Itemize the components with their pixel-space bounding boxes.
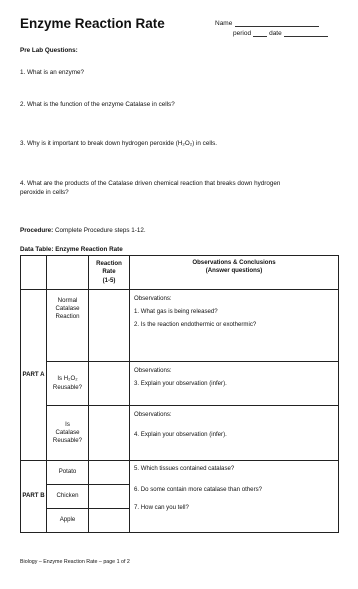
condition-line: Is H₂O₂ — [57, 375, 78, 383]
prelab-question-2: 2. What is the function of the enzyme Catalase in cells? — [20, 101, 175, 108]
page-footer: Biology – Enzyme Reaction Rate – page 1 of 2 — [20, 559, 130, 565]
header-observations — [130, 256, 339, 290]
data-table — [20, 255, 339, 533]
question-text: 1. What gas is being released? — [134, 308, 218, 315]
question-text: 5. Which tissues contained catalase? — [134, 465, 235, 472]
prelab-question-4 — [20, 179, 280, 197]
header-rate-line: (1-5) — [102, 276, 116, 284]
sample-cell: Apple — [47, 509, 89, 533]
rate-input-cell[interactable] — [89, 290, 130, 362]
question-text: 2. Is the reaction endothermic or exothermic? — [134, 321, 257, 328]
observation-cell[interactable] — [130, 406, 339, 461]
prelab-question-4-line-1: 4. What are the products of the Catalase driven chemical reaction that breaks down hydrogen — [20, 180, 281, 187]
date-label: date — [269, 30, 282, 37]
question-text: 6. Do some contain more catalase than others? — [134, 486, 263, 493]
prelab-question-3: 3. Why is it important to break down hydrogen peroxide (H₂O₂) in cells. — [20, 140, 218, 147]
part-b-questions-cell[interactable] — [130, 461, 339, 533]
question-text: 3. Explain your observation (infer). — [134, 380, 227, 387]
procedure-label: Procedure: — [20, 227, 54, 234]
part-a-label: PART A — [21, 290, 47, 461]
sample-cell: Potato — [47, 461, 89, 485]
name-blank[interactable] — [235, 20, 319, 27]
page-title: Enzyme Reaction Rate — [20, 16, 165, 31]
table-caption: Data Table: Enzyme Reaction Rate — [20, 246, 123, 253]
sample-cell: Chicken — [47, 485, 89, 509]
rate-input-cell[interactable] — [89, 509, 130, 533]
header-empty-cell — [21, 256, 47, 290]
prelab-question-1: 1. What is an enzyme? — [20, 69, 85, 76]
header-rate-line: Reaction — [96, 260, 122, 268]
procedure-line — [20, 226, 146, 235]
question-text: 4. Explain your observation (infer). — [134, 431, 227, 438]
table-header-row — [21, 256, 339, 290]
rate-input-cell[interactable] — [89, 485, 130, 509]
condition-cell — [47, 406, 89, 461]
period-blank[interactable] — [253, 30, 267, 37]
rate-input-cell[interactable] — [89, 461, 130, 485]
observations-label: Observations: — [134, 411, 172, 418]
observations-label: Observations: — [134, 367, 172, 374]
header-empty-cell — [47, 256, 89, 290]
condition-line: Catalase — [55, 428, 80, 436]
rate-input-cell[interactable] — [89, 362, 130, 406]
prelab-heading: Pre Lab Questions: — [20, 47, 78, 54]
name-period-date-block — [215, 20, 328, 37]
observation-cell[interactable] — [130, 362, 339, 406]
rate-input-cell[interactable] — [89, 406, 130, 461]
observations-label: Observations: — [134, 295, 172, 302]
name-label: Name — [215, 20, 233, 27]
header-obs-line: Observations & Conclusions — [192, 259, 276, 266]
condition-line: Reusable? — [52, 383, 83, 391]
condition-line: Catalase — [55, 305, 80, 313]
table-row — [21, 362, 339, 406]
part-b-label: PART B — [21, 461, 47, 533]
table-row — [21, 290, 339, 362]
header-obs-line: (Answer questions) — [205, 267, 263, 275]
observation-cell[interactable] — [130, 290, 339, 362]
condition-cell — [47, 290, 89, 362]
question-text: 7. How can you tell? — [134, 504, 189, 511]
prelab-question-4-line-2: peroxide in cells? — [20, 189, 69, 196]
condition-line: Normal — [57, 297, 78, 304]
condition-cell — [47, 362, 89, 406]
table-row — [21, 406, 339, 461]
header-rate-line: Rate — [102, 268, 116, 276]
header-reaction-rate — [89, 256, 130, 290]
date-blank[interactable] — [284, 30, 328, 37]
table-row — [21, 461, 339, 485]
condition-line: Reaction — [55, 313, 80, 321]
period-label: period — [233, 30, 252, 37]
condition-line: Is — [65, 420, 70, 428]
procedure-text: Complete Procedure steps 1-12. — [53, 227, 146, 234]
condition-line: Reusable? — [52, 437, 83, 445]
